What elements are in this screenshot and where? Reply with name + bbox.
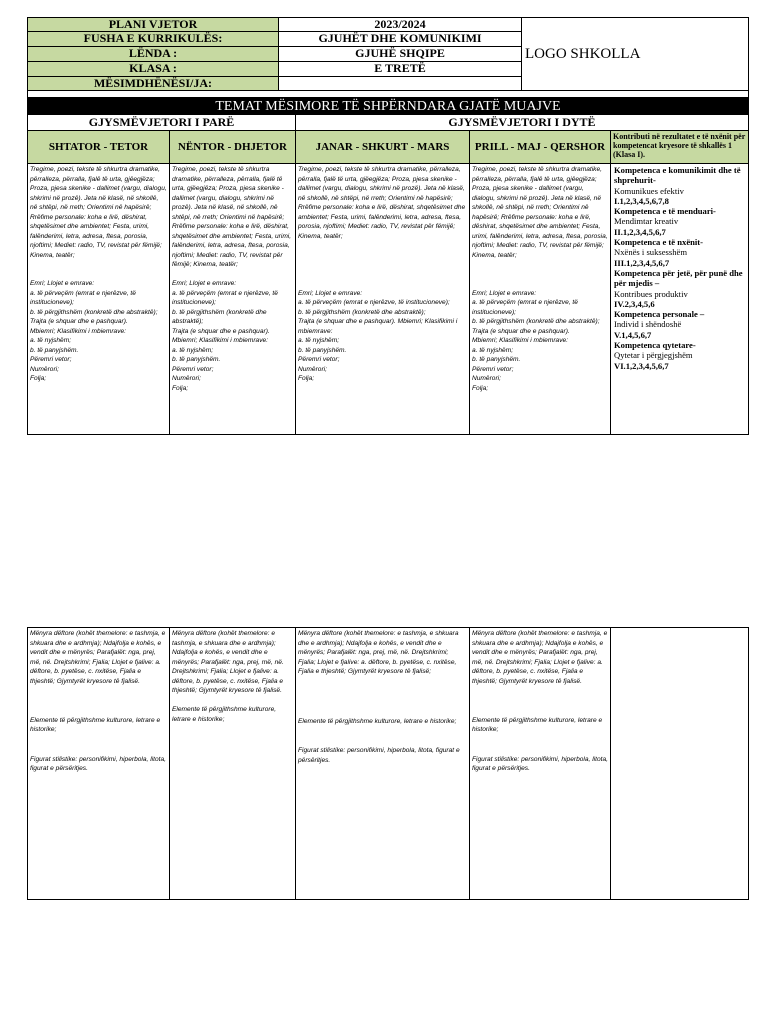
month-header-apr-jun: PRILL - MAJ - QERSHOR xyxy=(469,130,611,164)
paragraph: Mënyra dëftore (kohët themelore: e tashmja, e shkuara dhe e ardhmja); Ndajfolja e kohës, e vendit dhe e mënyrës; Parafjalët: nga, prej, më, në. Drejtshkrimi; Fjalia; Llojet e fjalive: a. dëftore, b. pyetëse, c. nxitëse, Fjalia e thjeshtë; Gjymtyrët kryesore të fjalisë. xyxy=(172,630,284,694)
competency-title: Kompetenca për jetë, për punë dhe për mjedis – xyxy=(614,267,743,289)
paragraph: Numërori; xyxy=(172,375,201,382)
paragraph: Folja; xyxy=(30,375,47,382)
paragraph: Figurat stilistike: personifikimi, hiperbola, litota, figurat e përsëritjes. xyxy=(472,755,608,772)
paragraph: b. të përgjithshëm (konkretë dhe abstraktë); xyxy=(30,308,158,316)
paragraph: b. të panyjshëm. xyxy=(30,346,79,354)
paragraph: Trajta (e shquar dhe e pashquar). xyxy=(172,327,270,335)
plani-label: PLANI VJETOR xyxy=(27,17,279,32)
semester-1-header: GJYSMËVJETORI I PARË xyxy=(27,114,296,131)
month-header-jan-mar: JANAR - SHKURT - MARS xyxy=(295,130,470,164)
paragraph: Tregime, poezi, tekste të shkurtra dramatike, përralleza, përralla, fjalë të urta, gjëegjëza; Proza, pjesa skenike - dallimet (vargu, dialogu, shkrimi në prozë). Jeta në klasë, në shkollë, në shtëpi, në rreth; Orientimi në hapësirë; Rrëfime personale: koha e lirë, dëshirat, shqetësimet dhe ambientet; Festa, urimi, falënderimi, letra, adresa, ftesa, porosia, njoftimi; Mediet: radio, TV, revistat për fëmijë; Kinema, teatër; xyxy=(172,166,292,268)
paragraph: Mbiemri; Klasifikimi i mbiemrave: xyxy=(172,337,268,344)
paragraph: Mënyra dëftore (kohët themelore: e tashmja, e shkuara dhe e ardhmja); Ndajfolja e kohës, e vendit dhe e mënyrës; Parafjalët: nga, prej, më, në. Drejtshkrimi; Fjalia; Llojet e fjalive: a. dëftore, b. pyetëse, c. nxitëse, Fjalia e thjeshtë; Gjymtyrët kryesore të fjalisë. xyxy=(30,630,166,685)
paragraph: Mënyra dëftore (kohët themelore: e tashmja, e shkuara dhe e ardhmja); Ndajfolja e kohës, e vendit dhe e mënyrës; Parafjalët: nga, prej, më, në. Drejtshkrimi; Fjalia; Llojet e fjalive: a. dëftore, b. pyetëse, c. nxitëse, Fjalia e thjeshtë; Gjymtyrët kryesore të fjalisë. xyxy=(472,630,608,685)
table1-competencies xyxy=(610,163,749,435)
competency-title: Kompetenca personale – xyxy=(614,309,705,320)
paragraph: Mbiemri; Klasifikimi i mbiemrave: xyxy=(30,327,126,335)
paragraph: Folja; xyxy=(472,384,489,392)
paragraph: a. të përveçëm (emrat e njerëzve, të institucioneve); xyxy=(472,299,578,316)
competency-numbers: III.1,2,3,4,5,6,7 xyxy=(614,257,670,268)
paragraph: Numërori; xyxy=(298,365,327,373)
fusha-label: FUSHA E KURRIKULËS: xyxy=(27,31,279,47)
paragraph: Trajta (e shquar dhe e pashquar). xyxy=(472,327,570,335)
klasa-value: E TRETË xyxy=(278,61,522,77)
semester-2-header: GJYSMËVJETORI I DYTË xyxy=(295,114,749,131)
table1-col-sep-oct xyxy=(27,163,170,435)
paragraph: Trajta (e shquar dhe e pashquar). Mbiemri; Klasifikimi i mbiemrave: xyxy=(298,318,458,335)
fusha-value: GJUHËT DHE KOMUNIKIMI xyxy=(278,31,522,47)
competency-numbers: VI.1,2,3,4,5,6,7 xyxy=(614,360,669,371)
paragraph: Elemente të përgjithshme kulturore, letrare e historike; xyxy=(30,716,161,733)
table1-col-nov-dec xyxy=(169,163,296,435)
paragraph: Mënyra dëftore (kohët themelore: e tashmja, e shkuara dhe e ardhmja); Ndajfolja e kohës, e vendit dhe e mënyrës; Parafjalët: nga, prej, më, në. Drejtshkrimi; Fjalia; Llojet e fjalive: a. dëftore, b. pyetëse, c. nxitëse, Fjalia e thjeshtë; Gjymtyrët kryesore të fjalisë; xyxy=(298,630,459,675)
competency-sub: Nxënës i suksesshëm xyxy=(614,247,688,258)
competency-numbers: I.1,2,3,4,5,6,7,8 xyxy=(614,195,669,206)
competency-numbers: IV.2,3,4,5,6 xyxy=(614,298,655,309)
table2-col-sep-oct xyxy=(27,627,170,900)
table1-col-jan-mar xyxy=(295,163,470,435)
paragraph: Emri; Llojet e emrave: xyxy=(172,280,237,287)
paragraph: Mbiemri; Klasifikimi i mbiemrave: xyxy=(472,337,568,344)
paragraph: a. të nyjshëm; xyxy=(298,337,340,344)
paragraph: Elemente të përgjithshme kulturore, letrare e historike; xyxy=(172,706,277,723)
paragraph: Tregime, poezi, tekste të shkurtra dramatike, përralleza, përralla, fjalë të urta, gjëegjëza; Proza, pjesa skenike - dallimet (vargu, dialogu, shkrimi në prozë). Jeta në klasë, në shkollë, në shtëpi, në rreth; Orientimi në hapësirë; Rrëfime personale: koha e lirë, dëshirat, shqetësimet dhe ambientet; Festa, urimi, falënderimi, letra, adresa, ftesa, porosia, njoftimi; Mediet: radio, TV, revistat për fëmijë; Kinema, teatër; xyxy=(472,166,608,259)
paragraph: Përemri vetor; xyxy=(30,356,72,363)
paragraph: b. të panyjshëm. xyxy=(472,356,521,363)
paragraph: Emri; Llojet e emrave: xyxy=(298,289,363,297)
title-band: TEMAT MËSIMORE TË SHPËRNDARA GJATË MUAJVE xyxy=(27,97,749,115)
paragraph: b. të përgjithshëm (konkretë dhe abstraktë); xyxy=(172,308,267,325)
month-header-sep-oct: SHTATOR - TETOR xyxy=(27,130,170,164)
table2-competencies-empty xyxy=(610,627,749,900)
paragraph: Numërori; xyxy=(30,365,59,373)
competency-sub: Komunikues efektiv xyxy=(614,185,684,196)
paragraph: Figurat stilistike: personifikimi, hiperbola, litota, figurat e përsëritjes. xyxy=(298,747,460,764)
competency-sub: Mendimtar kreativ xyxy=(614,216,679,227)
paragraph: a. të nyjshëm; xyxy=(472,346,514,354)
table2-col-nov-dec xyxy=(169,627,296,900)
contribution-header: Kontributi në rezultatet e të nxënit për kompetencat kryesore të shkallës 1 (Klasa I). xyxy=(610,130,749,164)
competency-title: Kompetenca e të nxënit- xyxy=(614,237,704,248)
paragraph: Përemri vetor; xyxy=(298,356,340,363)
paragraph: a. të përveçëm (emrat e njerëzve, të institucioneve); xyxy=(172,289,278,306)
paragraph: Folja; xyxy=(172,384,189,392)
lenda-value: GJUHË SHQIPE xyxy=(278,46,522,62)
paragraph: b. të panyjshëm. xyxy=(298,346,347,354)
paragraph: Përemri vetor; xyxy=(472,365,514,373)
competency-numbers: V.1,4,5,6,7 xyxy=(614,329,652,340)
paragraph: Përemri vetor; xyxy=(172,365,214,373)
paragraph: b. të përgjithshëm (konkretë dhe abstraktë); xyxy=(298,308,426,316)
competency-title: Kompetenca e të menduari- xyxy=(614,206,716,217)
mesimdhenesi-value xyxy=(278,76,522,91)
school-logo-placeholder: LOGO SHKOLLA xyxy=(521,17,749,91)
paragraph: Numërori; xyxy=(472,375,501,382)
mesimdhenesi-label: MËSIMDHËNËSI/JA: xyxy=(27,76,279,91)
month-header-nov-dec: NËNTOR - DHJETOR xyxy=(169,130,296,164)
paragraph: Tregime, poezi, tekste të shkurtra dramatike, përralleza, përralla, fjalë të urta, gjëegjëza; Proza, pjesa skenike - dallimet (vargu, dialogu, shkrimi në prozë). Jeta në klasë, në shkollë, në shtëpi, në rreth; Orientimi në hapësirë; Rrëfime personale: koha e lirë, dëshirat, shqetësimet dhe ambientet; Festa, urimi, falënderimi, letra, adresa, ftesa, porosia, njoftimi; Mediet: radio, TV, revistat për fëmijë; Kinema, teatër; xyxy=(298,166,466,240)
paragraph: Elemente të përgjithshme kulturore, letrare e historike; xyxy=(472,716,603,733)
paragraph: a. të përveçëm (emrat e njerëzve, të institucioneve); xyxy=(30,289,136,306)
paragraph: b. të panyjshëm. xyxy=(172,356,221,363)
paragraph: Tregime, poezi, tekste të shkurtra dramatike, përralleza, përralla, fjalë të urta, gjëegjëza; Proza, pjesa skenike - dallimet (vargu, dialogu, shkrimi në prozë). Jeta në klasë, në shkollë, në shtëpi, në rreth; Orientimi në hapësirë; Rrëfime personale: koha e lirë, dëshirat, shqetësimet dhe ambientet; Festa, urimi, falënderimi, letra, adresa, ftesa, porosia, njoftimi; Mediet: radio, TV, revistat për fëmijë; Kinema, teatër; xyxy=(30,166,167,259)
competency-title: Kompetenca qytetare- xyxy=(614,340,696,351)
paragraph: Emri; Llojet e emrave: xyxy=(472,289,537,297)
klasa-label: KLASA : xyxy=(27,61,279,77)
plani-value: 2023/2024 xyxy=(278,17,522,32)
paragraph: Trajta (e shquar dhe e pashquar). xyxy=(30,318,128,325)
competency-sub: Individ i shëndoshë xyxy=(614,319,682,330)
lenda-label: LËNDA : xyxy=(27,46,279,62)
table2-col-jan-mar xyxy=(295,627,470,900)
paragraph: Figurat stilistike: personifikimi, hiperbola, litota, figurat e përsëritjes. xyxy=(30,755,166,772)
competency-title: Kompetenca e komunikimit dhe të shprehurit- xyxy=(614,165,741,186)
paragraph: Elemente të përgjithshme kulturore, letrare e historike; xyxy=(298,717,457,725)
paragraph: a. të përveçëm (emrat e njerëzve, të institucioneve); xyxy=(298,299,450,306)
paragraph: a. të nyjshëm; xyxy=(172,346,214,354)
competency-sub: Kontribues produktiv xyxy=(614,288,688,299)
table1-col-apr-jun xyxy=(469,163,611,435)
paragraph: a. të nyjshëm; xyxy=(30,337,72,344)
competency-sub: Qytetar i përgjegjshëm xyxy=(614,350,693,361)
competency-numbers: II.1,2,3,4,5,6,7 xyxy=(614,226,666,237)
paragraph: Emri; Llojet e emrave: xyxy=(30,280,95,287)
paragraph: b. të përgjithshëm (konkretë dhe abstraktë); xyxy=(472,318,600,325)
table2-col-apr-jun xyxy=(469,627,611,900)
paragraph: Folja; xyxy=(298,375,315,382)
